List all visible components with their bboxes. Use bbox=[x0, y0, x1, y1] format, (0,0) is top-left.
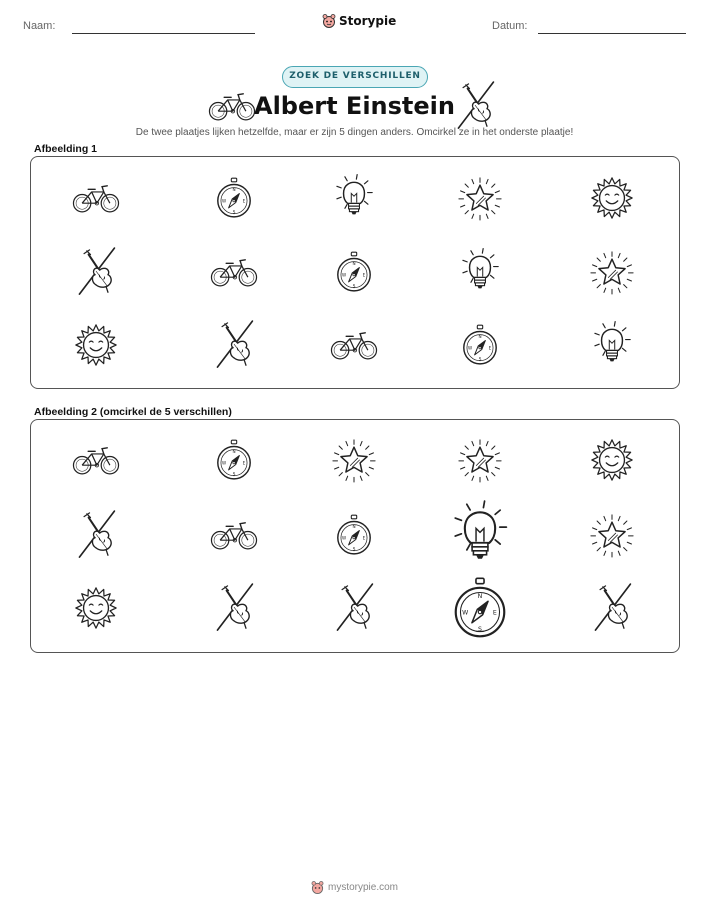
svg-text:N: N bbox=[352, 524, 356, 530]
bicycle-icon[interactable] bbox=[199, 500, 269, 570]
svg-text:E: E bbox=[242, 198, 246, 204]
bicycle-icon bbox=[61, 163, 131, 233]
compass-icon bbox=[445, 310, 515, 380]
violin-icon[interactable] bbox=[61, 500, 131, 570]
sun-icon[interactable] bbox=[577, 425, 647, 495]
picture-1-label: Afbeelding 1 bbox=[34, 143, 98, 155]
brand-logo bbox=[322, 13, 396, 29]
bulb-icon[interactable] bbox=[445, 500, 515, 570]
svg-text:W: W bbox=[462, 609, 469, 617]
violin-icon bbox=[199, 310, 269, 380]
svg-text:W: W bbox=[222, 460, 227, 466]
svg-text:S: S bbox=[232, 471, 236, 477]
svg-text:E: E bbox=[492, 609, 497, 617]
svg-text:W: W bbox=[222, 198, 227, 204]
svg-text:E: E bbox=[362, 535, 366, 541]
svg-text:N: N bbox=[232, 187, 236, 193]
svg-text:N: N bbox=[478, 334, 482, 340]
bicycle-icon bbox=[319, 310, 389, 380]
date-field[interactable] bbox=[538, 33, 686, 34]
bulb-icon bbox=[319, 163, 389, 233]
svg-text:E: E bbox=[362, 272, 366, 278]
bulb-icon bbox=[577, 310, 647, 380]
brand-name: Storypie bbox=[339, 14, 397, 28]
compass-icon[interactable] bbox=[445, 573, 515, 643]
name-label: Naam: bbox=[23, 20, 56, 32]
svg-text:S: S bbox=[232, 209, 236, 215]
svg-text:N: N bbox=[352, 261, 356, 267]
bicycle-icon bbox=[199, 237, 269, 307]
svg-text:N: N bbox=[477, 592, 483, 600]
sun-icon[interactable] bbox=[61, 573, 131, 643]
violin-icon[interactable] bbox=[199, 573, 269, 643]
svg-text:E: E bbox=[488, 345, 492, 351]
svg-text:W: W bbox=[342, 535, 347, 541]
svg-text:W: W bbox=[468, 345, 473, 351]
svg-text:W: W bbox=[342, 272, 347, 278]
date-label: Datum: bbox=[492, 20, 528, 32]
storypie-mascot-icon bbox=[311, 880, 324, 895]
svg-text:S: S bbox=[352, 283, 356, 289]
compass-icon[interactable] bbox=[199, 425, 269, 495]
svg-text:S: S bbox=[478, 356, 482, 362]
footer bbox=[0, 880, 709, 895]
storypie-mascot-icon bbox=[322, 13, 336, 29]
picture-2-label: Afbeelding 2 (omcirkel de 5 verschillen) bbox=[34, 406, 232, 418]
star-icon[interactable] bbox=[577, 500, 647, 570]
instructions: De twee plaatjes lijken hetzelfde, maar er zijn 5 dingen anders. Omcirkel ze in het onderste plaatje! bbox=[135, 127, 574, 138]
name-field[interactable] bbox=[72, 33, 255, 34]
svg-text:E: E bbox=[242, 460, 246, 466]
compass-icon bbox=[319, 237, 389, 307]
violin-icon bbox=[61, 237, 131, 307]
compass-icon[interactable] bbox=[319, 500, 389, 570]
bulb-icon bbox=[445, 237, 515, 307]
page-title: Albert Einstein bbox=[254, 92, 455, 120]
svg-text:N: N bbox=[232, 449, 236, 455]
violin-icon[interactable] bbox=[319, 573, 389, 643]
violin-icon[interactable] bbox=[577, 573, 647, 643]
star-icon[interactable] bbox=[319, 425, 389, 495]
svg-text:S: S bbox=[352, 546, 356, 552]
activity-badge: ZOEK DE VERSCHILLEN bbox=[282, 66, 428, 88]
bicycle-icon bbox=[214, 90, 250, 122]
footer-url[interactable]: mystorypie.com bbox=[327, 882, 398, 893]
bicycle-icon[interactable] bbox=[61, 425, 131, 495]
sun-icon bbox=[577, 163, 647, 233]
sun-icon bbox=[61, 310, 131, 380]
star-icon bbox=[445, 163, 515, 233]
compass-icon bbox=[199, 163, 269, 233]
violin-icon bbox=[458, 88, 492, 124]
svg-text:S: S bbox=[478, 625, 482, 633]
star-icon bbox=[577, 237, 647, 307]
star-icon[interactable] bbox=[445, 425, 515, 495]
